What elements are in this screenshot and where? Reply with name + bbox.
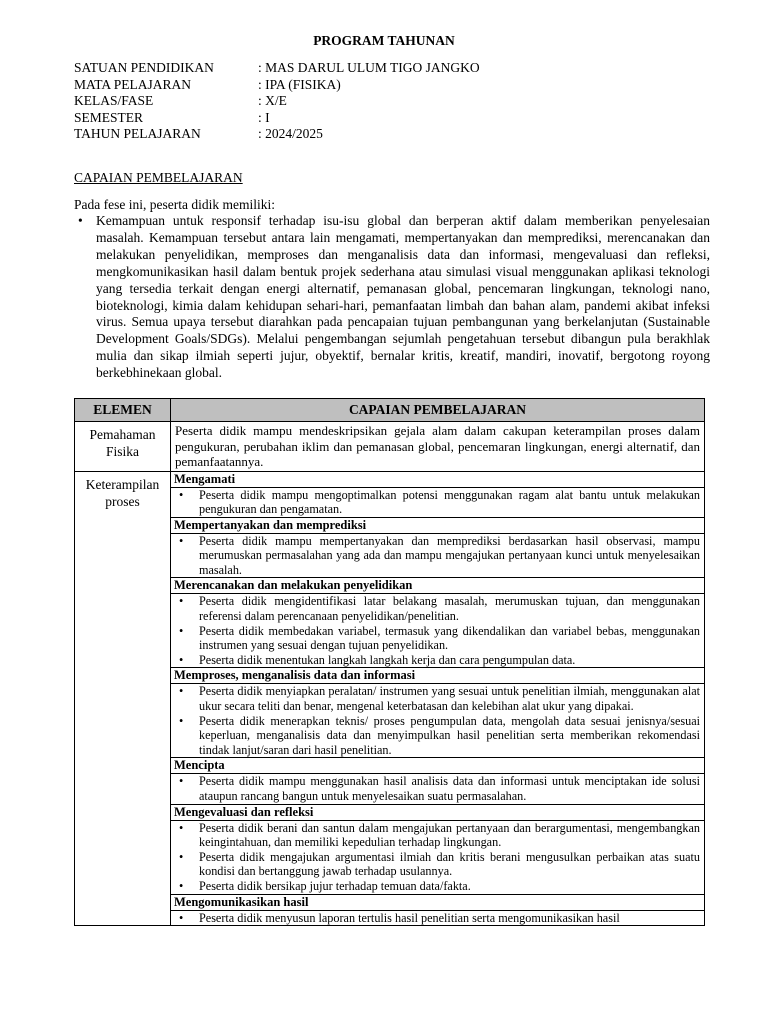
subsection-body (171, 910, 705, 926)
capaian-table (74, 398, 705, 926)
subsection-title: Mengomunikasikan hasil (171, 894, 705, 910)
meta-row-semester (74, 110, 480, 127)
page-title: PROGRAM TAHUNAN (313, 33, 455, 48)
meta-label: KELAS/FASE (74, 93, 154, 108)
bullet-list (174, 774, 700, 803)
meta-label: MATA PELAJARAN (74, 76, 192, 92)
meta-row-kelas (74, 93, 480, 110)
cp-bullet (74, 213, 710, 382)
section-heading: CAPAIAN PEMBELAJARAN (74, 170, 243, 185)
table-row (75, 422, 705, 472)
table-row (75, 471, 705, 487)
subsection-title: Mengevaluasi dan refleksi (171, 804, 705, 820)
meta-value: : IPA (FISIKA) (258, 76, 341, 92)
subsection-body (171, 487, 705, 517)
meta-label: SEMESTER (74, 109, 144, 125)
meta-row-mapel (74, 77, 480, 94)
subsection-body (171, 774, 705, 804)
table-header-row (75, 399, 705, 422)
capaian-cell: Peserta didik mampu mendeskripsikan gejala alam dalam cakupan keterampilan proses dalam pengukuran, perubahan iklim dan pemanasan global, pencemaran lingkungan, energi alternatif, dan pemanfaatannya. (171, 422, 705, 472)
elemen-cell: Pemahaman Fisika (75, 422, 171, 472)
meta-row-tahun (74, 126, 480, 143)
list-item: • Peserta didik menyiapkan peralatan/ instrumen yang sesuai untuk penelitian ilmiah, menggunakan alat ukur secara teliti dan benar, mengenal keterbatasan dan kelebihan alat ukur yang dipakai. (174, 684, 700, 713)
meta-row-satuan (74, 60, 480, 77)
list-item: • Peserta didik mampu mempertanyakan dan memprediksi berdasarkan hasil observasi, mampu merumuskan permasalahan yang ada dan mampu mengajukan pertanyaan kunci untuk menyelesaikan masalah. (174, 534, 700, 578)
subsection-body (171, 684, 705, 758)
meta-value: : X/E (258, 93, 287, 108)
subsection-title: Mengamati (171, 471, 705, 487)
subsection-title: Memproses, menganalisis data dan informasi (171, 668, 705, 684)
list-item: • Peserta didik menerapkan teknis/ proses pengumpulan data, mengolah data sesuai jenisnya/sesuai keperluan, menganalisis data dan menyimpulkan hasil penelitian serta memberikan rekomendasi tindak lanjut/saran dari hasil penelitian. (174, 714, 700, 758)
bullet-list (174, 911, 700, 926)
list-item: • Peserta didik mengidentifikasi latar belakang masalah, merumuskan tujuan, dan menggunakan referensi dalam perencanaan penyelidikan/penelitian. (174, 594, 700, 623)
list-item: • Peserta didik menentukan langkah langkah kerja dan cara pengumpulan data. (174, 653, 700, 668)
list-item: • Peserta didik mampu menggunakan hasil analisis data dan informasi untuk menciptakan ide solusi ataupun rancang bangun untuk menyelesaikan suatu permasalahan. (174, 774, 700, 803)
identity-block (74, 60, 480, 143)
list-item: • Peserta didik menyusun laporan tertulis hasil penelitian serta mengomunikasikan hasil (174, 911, 700, 926)
bullet-list (174, 488, 700, 517)
bullet-list (174, 821, 700, 894)
subsection-body (171, 533, 705, 578)
list-item: • Peserta didik bersikap jujur terhadap temuan data/fakta. (174, 879, 700, 894)
subsection-body (171, 820, 705, 894)
bullet-list (174, 594, 700, 667)
meta-value: : 2024/2025 (258, 126, 323, 141)
meta-label: TAHUN PELAJARAN (74, 126, 201, 141)
subsection-title: Merencanakan dan melakukan penyelidikan (171, 578, 705, 594)
bullet-dot: • (78, 213, 83, 228)
list-item: • Peserta didik membedakan variabel, termasuk yang dikendalikan dan variabel bebas, menggunakan instrumen yang sesuai dengan tujuan penyelidikan. (174, 624, 700, 653)
meta-value: : MAS DARUL ULUM TIGO JANGKO (258, 60, 480, 75)
header-elemen: ELEMEN (75, 399, 171, 422)
header-capaian: CAPAIAN PEMBELAJARAN (171, 399, 705, 422)
subsection-body (171, 594, 705, 668)
list-item: • Peserta didik mampu mengoptimalkan potensi menggunakan ragam alat bantu untuk melakukan pengukuran dan pengamatan. (174, 488, 700, 517)
cp-bullet-text: Kemampuan untuk responsif terhadap isu-isu global dan berperan aktif dalam memberikan penyelesaian masalah. Kemampuan tersebut antara lain mengamati, mempertanyakan dan memprediksi, merencanakan dan melakukan penyelidikan, memproses dan menganalisis data dan informasi, mengevaluasi dan refleksi, mengkomunikasikan hasil dalam bentuk projek sederhana atau simulasi visual menggunakan aplikasi teknologi yang tersedia terkait dengan energi alternatif, pemanasan global, pencemaran lingkungan, teknologi nano, bioteknologi, kimia dalam kehidupan sehari-hari, pemanfaatan limbah dan bahan alam, pandemi akibat infeksi virus. Semua upaya tersebut diarahkan pada pencapaian tujuan pembangunan yang berkelanjutan (Sustainable Development Goals/SDGs). Melalui pengembangan sejumlah pengetahuan tersebut dibangun pula berakhlak mulia dan sikap ilmiah seperti jujur, obyektif, bernalar kritis, kreatif, mandiri, inovatif, bergotong royong berkebhinekaan global. (96, 213, 710, 381)
list-item: • Peserta didik mengajukan argumentasi ilmiah dan kritis berani mengusulkan perbaikan atas suatu kondisi dan bertanggung jawab terhadap usulannya. (174, 850, 700, 879)
bullet-list (174, 684, 700, 757)
elemen-cell: Keterampilan proses (75, 471, 171, 926)
bullet-list (174, 534, 700, 578)
meta-label: SATUAN PENDIDIKAN (74, 60, 214, 75)
intro-text: Pada fese ini, peserta didik memiliki: (74, 197, 275, 212)
list-item: • Peserta didik berani dan santun dalam mengajukan pertanyaan dan berargumentasi, mengembangkan keingintahuan, dan memiliki kepedulian terhadap lingkungan. (174, 821, 700, 850)
subsection-title: Mencipta (171, 758, 705, 774)
subsection-title: Mempertanyakan dan memprediksi (171, 517, 705, 533)
meta-value: : I (258, 109, 270, 125)
